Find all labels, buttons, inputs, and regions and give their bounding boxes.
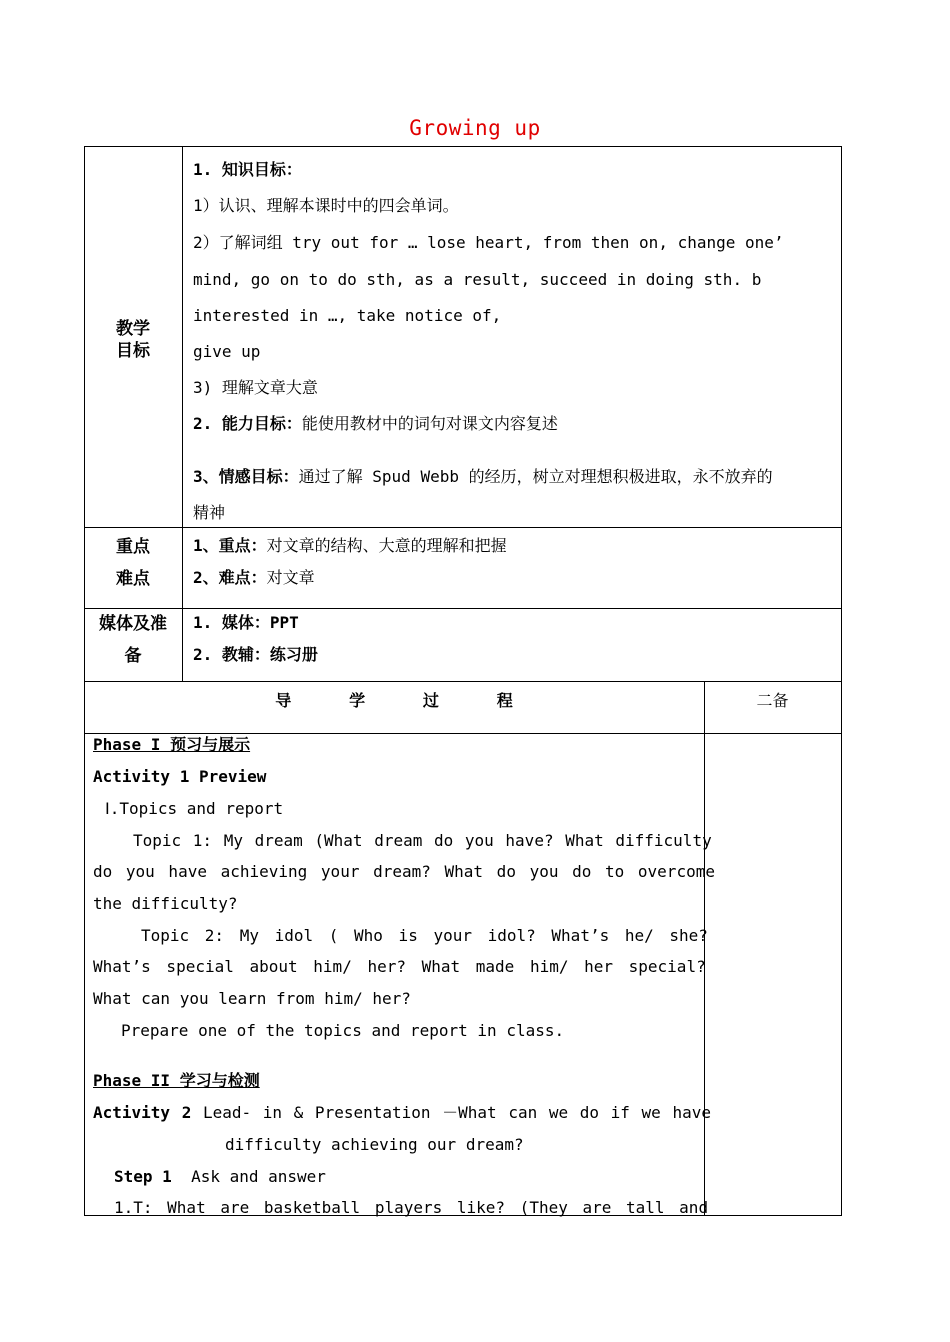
media-label-line2: 备: [124, 646, 142, 666]
knowledge-goal-heading: 1. 知识目标：: [193, 160, 302, 179]
keypoint-difficulty-heading: 2、难点：: [193, 568, 267, 587]
emotion-goal: [193, 467, 773, 487]
emotion-goal-line2: 精神: [193, 503, 226, 522]
knowledge-goal-2-line1: 2）了解词组 try out for … lose heart, from then on, change one’: [193, 233, 784, 252]
table-border-left: [84, 146, 85, 1215]
topic-1-line3: the difficulty?: [93, 894, 238, 913]
phase-1-heading: Phase I 预习与展示: [93, 735, 251, 754]
question-1: 1.T: What are basketball players like? (They are tall and: [114, 1198, 709, 1217]
process-header-title: 导 学 过 程: [275, 691, 513, 710]
activity-2-heading: Activity 2: [93, 1103, 192, 1122]
phase-2-heading: Phase II 学习与检测: [93, 1071, 260, 1090]
process-header-side: 二备: [756, 691, 789, 710]
topic-2-line3: What can you learn from him/ her?: [93, 989, 411, 1008]
keypoint-difficulty-text: 对文章: [266, 568, 315, 587]
topics-heading: Ⅰ.Topics and report: [105, 799, 284, 818]
media-item-1: 1. 媒体：PPT: [193, 613, 299, 632]
media-label-line1: 媒体及准: [99, 614, 167, 634]
media-item-2: 2. 教辅：练习册: [193, 645, 318, 664]
keypoint-key: [193, 536, 507, 556]
emotion-goal-heading: 3、情感目标：: [193, 467, 299, 486]
knowledge-goal-2-line4: give up: [193, 342, 261, 361]
keypoint-difficulty: [193, 568, 315, 588]
step-1-text: Ask and answer: [191, 1167, 326, 1186]
activity-2-line1: [93, 1103, 711, 1123]
topic-2-line2: What’s special about him/ her? What made him/ her special?: [93, 957, 706, 976]
objectives-label: [84, 318, 182, 362]
ability-goal-text: 能使用教材中的词句对课文内容复述: [301, 414, 558, 433]
row-divider: [84, 733, 842, 734]
column-divider: [182, 146, 183, 681]
step-1-heading: Step 1: [114, 1167, 172, 1186]
topic-1-line2: do you have achieving your dream? What do you do to overcome: [93, 862, 715, 881]
topic-2-line1: Topic 2: My idol ( Who is your idol? What’s he/ she?: [141, 926, 708, 945]
knowledge-goal-3: 3) 理解文章大意: [193, 378, 318, 397]
table-border-top: [84, 146, 842, 147]
ability-goal-heading: 2. 能力目标：: [193, 414, 302, 433]
emotion-goal-text: 通过了解 Spud Webb 的经历，树立对理想积极进取，永不放弃的: [298, 467, 773, 486]
activity-2-line2: difficulty achieving our dream?: [225, 1135, 524, 1154]
step-1: [114, 1167, 326, 1187]
document-title: Growing up: [409, 116, 541, 140]
keypoint-key-heading: 1、重点：: [193, 536, 267, 555]
row-divider: [84, 608, 842, 609]
keypoint-key-text: 对文章的结构、大意的理解和把握: [266, 536, 507, 555]
column-divider: [704, 681, 705, 1215]
keypoint-label-line1: 重点: [116, 537, 150, 557]
objectives-label-line1: 教学: [116, 319, 150, 339]
knowledge-goal-2-line3: interested in …, take notice of,: [193, 306, 502, 325]
ability-goal: [193, 414, 558, 434]
knowledge-goal-1: 1）认识、理解本课时中的四会单词。: [193, 196, 459, 215]
row-divider: [84, 681, 842, 682]
table-border-right: [841, 146, 842, 1215]
knowledge-goal-2-line2: mind, go on to do sth, as a result, succeed in doing sth. b: [193, 270, 762, 289]
keypoint-label-line2: 难点: [116, 569, 150, 589]
topic-1-line1: Topic 1: My dream (What dream do you have? What difficulty: [133, 831, 712, 850]
activity-2-text: Lead- in & Presentation －What can we do if we have: [202, 1103, 711, 1122]
row-divider: [84, 527, 842, 528]
objectives-label-line2: 目标: [116, 341, 150, 361]
prepare-instruction: Prepare one of the topics and report in class.: [121, 1021, 565, 1040]
activity-1-heading: Activity 1 Preview: [93, 767, 267, 786]
